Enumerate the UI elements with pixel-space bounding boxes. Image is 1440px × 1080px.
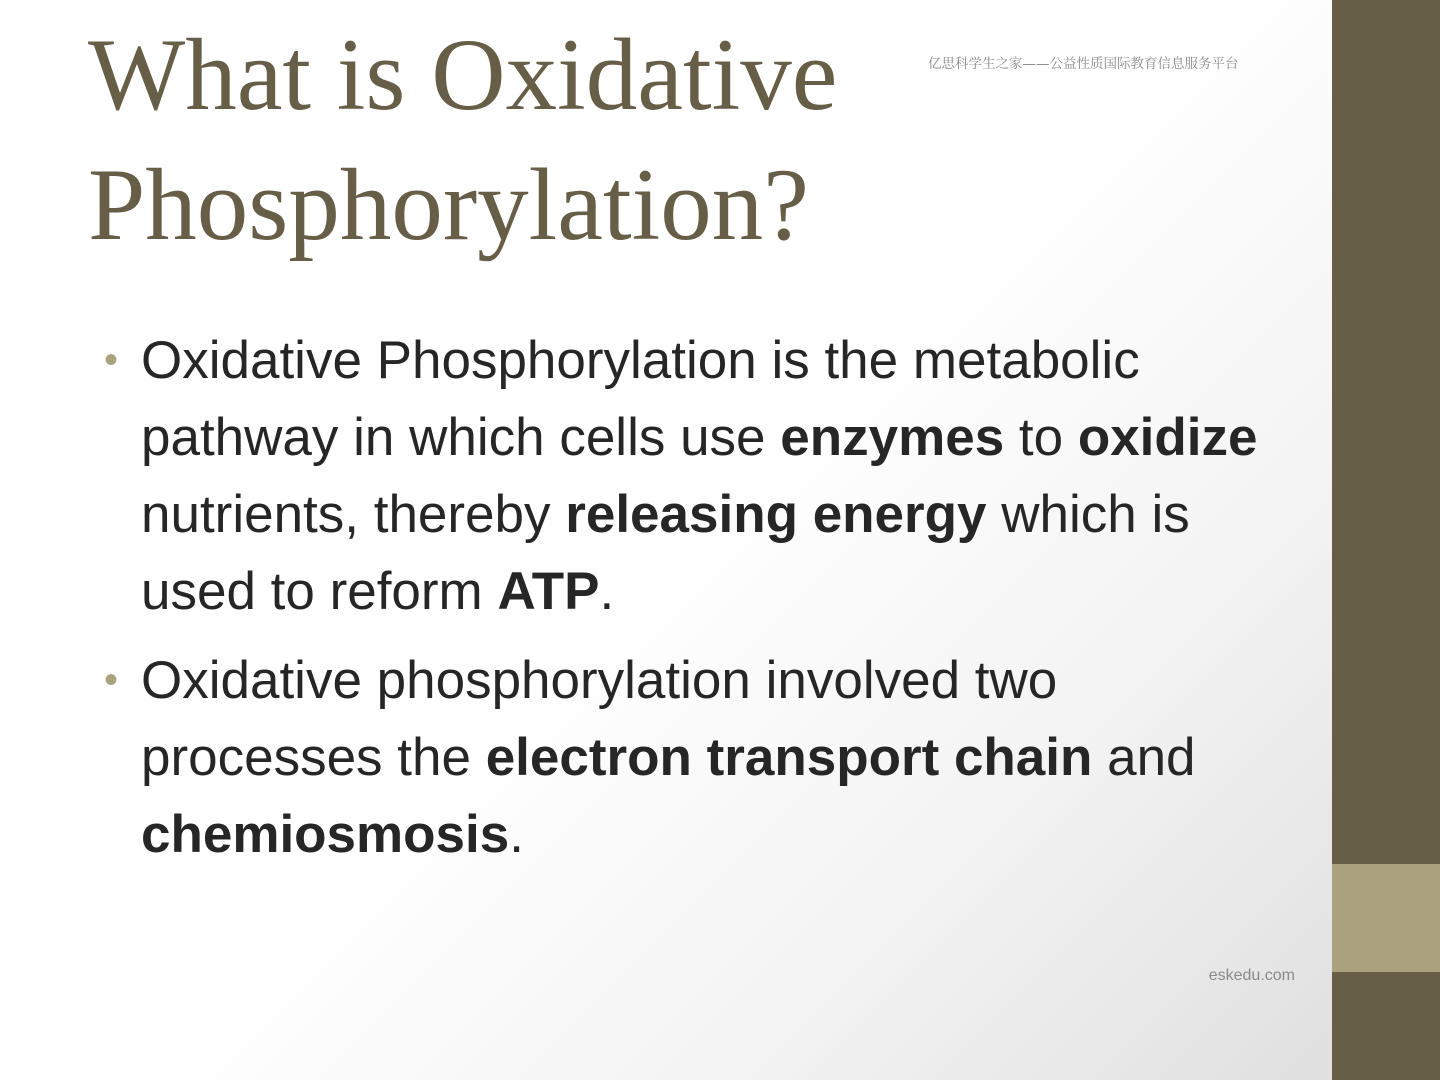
footer-site-text: eskedu.com [1208,967,1295,984]
bullet-text: Oxidative phosphorylation involved two processes the electron transport chain and chemiosmosis. [141,651,1196,864]
emphasis-electron-transport-chain: electron transport chain [485,728,1093,787]
slide-title-line-1: What is Oxidative [88,18,838,132]
emphasis-enzymes: enzymes [780,408,1005,467]
watermark-text: 亿思科学生之家——公益性质国际教育信息服务平台 [928,56,1239,72]
bullet-item-oxidative-phosphorylation-definition [104,322,1294,630]
bullet-list [104,322,1294,885]
bullet-item-two-processes [104,642,1294,873]
bullet-dot-icon: • [104,658,119,702]
emphasis-chemiosmosis: chemiosmosis [141,805,510,864]
bullet-text: Oxidative Phosphorylation is the metabolic pathway in which cells use enzymes to oxidize nutrients, thereby releasing energy which is used to reform ATP. [141,331,1258,621]
emphasis-atp: ATP [497,562,600,621]
slide-title-line-2: Phosphorylation? [88,148,809,262]
emphasis-oxidize: oxidize [1077,408,1258,467]
right-accent-block [1332,864,1440,972]
bullet-dot-icon: • [104,338,119,382]
slide-title [88,10,948,270]
emphasis-releasing-energy: releasing energy [565,485,987,544]
